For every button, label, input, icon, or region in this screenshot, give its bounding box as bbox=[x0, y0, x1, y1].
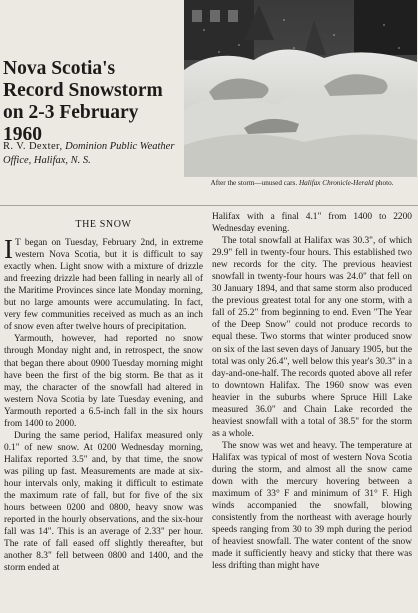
article-title: Nova Scotia's Record Snowstorm on 2-3 February 1960 bbox=[3, 58, 163, 145]
column-left bbox=[4, 214, 203, 574]
paragraph-3: During the same period, Halifax measured only 0.1" of new snow. At 0200 Wednesday morning, Halifax reported 3.5" and, by that time, the snow was piling up fast. Measurements are made at six-hour intervals only, making it difficult to estimate the maximum rate of fall, but for five of the six hours between 0200 and 0800, heavy snow was reported in the hourly observations, and the six-hour fall was 14". This is an average of 2.33" per hour. The rate of fall eased off slightly thereafter, but another 8.3" fell between 0800 and 1400, and the storm ended at bbox=[4, 430, 203, 574]
section-heading: THE SNOW bbox=[75, 219, 132, 230]
paragraph-5: The total snowfall at Halifax was 30.3", of which 29.9" fell in twenty-four hours. This established two new records for the city. The previous heaviest snowfall in twenty-four hours was 24.0" that fell on 30 January 1894, and that same storm also produced the previous greatest total for any one storm, with a fall of 25.2" from beginning to end. Even "The Year of the Deep Snow" could not produce records to equal these. Two storms that winter produced snow on six of the last seven days of January 1905, but the total was only 26.4", well below this year's 30.3" in a day-and-one-half. The records quoted above all refer to downtown Halifax. The 1960 snow was even heavier in the suburbs where Spruce Hill Lake measured 36.0" and Chain Lake recorded the heaviest snowfall with a total of 38.5" for the storm as a whole. bbox=[212, 236, 412, 439]
column-right bbox=[212, 211, 412, 572]
paragraph-6: The snow was wet and heavy. The temperature at Halifax was typical of most of western Nova Scotia during the storm, and almost all the snow came down with the mercury hovering between a maximum of 33° F and minimum of 31° F. High winds accompanied the snowfall, blowing consistently from the northeast with average hourly speeds ranging from 30 to 39 mph during the period of heaviest snowfall. The water content of the snow made it sufficiently heavy and sticky that there was less drifting than might have bbox=[212, 440, 412, 572]
paragraph-1 bbox=[4, 234, 203, 333]
caption-end: photo. bbox=[375, 179, 394, 187]
photo-caption bbox=[188, 179, 416, 188]
drop-cap: I bbox=[4, 234, 13, 265]
paragraph-1-text: T began on Tuesday, February 2nd, in extreme western Nova Scotia, but it is difficult to say exactly when. Light snow with a mixture of drizzle and freezing drizzle had been falling in nearly all of the Maritime Provinces since late Monday morning, but no large amounts were accumulating. In fact, very few communities received as much as an inch of snow even after twelve hours of precipitation. bbox=[4, 238, 203, 333]
author-line bbox=[3, 140, 183, 167]
caption-main: After the storm—unused cars. bbox=[210, 179, 298, 187]
author-affiliation: Dominion Public Weather Office, Halifax, N. S. bbox=[3, 141, 175, 166]
caption-credit: Halifax Chronicle-Herald bbox=[298, 179, 374, 187]
paragraph-2: Yarmouth, however, had reported no snow through Monday night and, in retrospect, the snow that began there about 0900 Tuesday morning might have been the first of the big storm. Be that as it may, the character of the snowfall had altered in western Nova Scotia by late Tuesday evening, and Yarmouth reported a 6.5-inch fall in the six hours from 1400 to 2000. bbox=[4, 334, 203, 429]
author-name: R. V. Dexter, bbox=[3, 141, 63, 152]
divider bbox=[0, 205, 418, 206]
paragraph-4: Halifax with a final 4.1" from 1400 to 2200 Wednesday evening. bbox=[212, 212, 412, 235]
snowstorm-photo bbox=[184, 0, 417, 177]
